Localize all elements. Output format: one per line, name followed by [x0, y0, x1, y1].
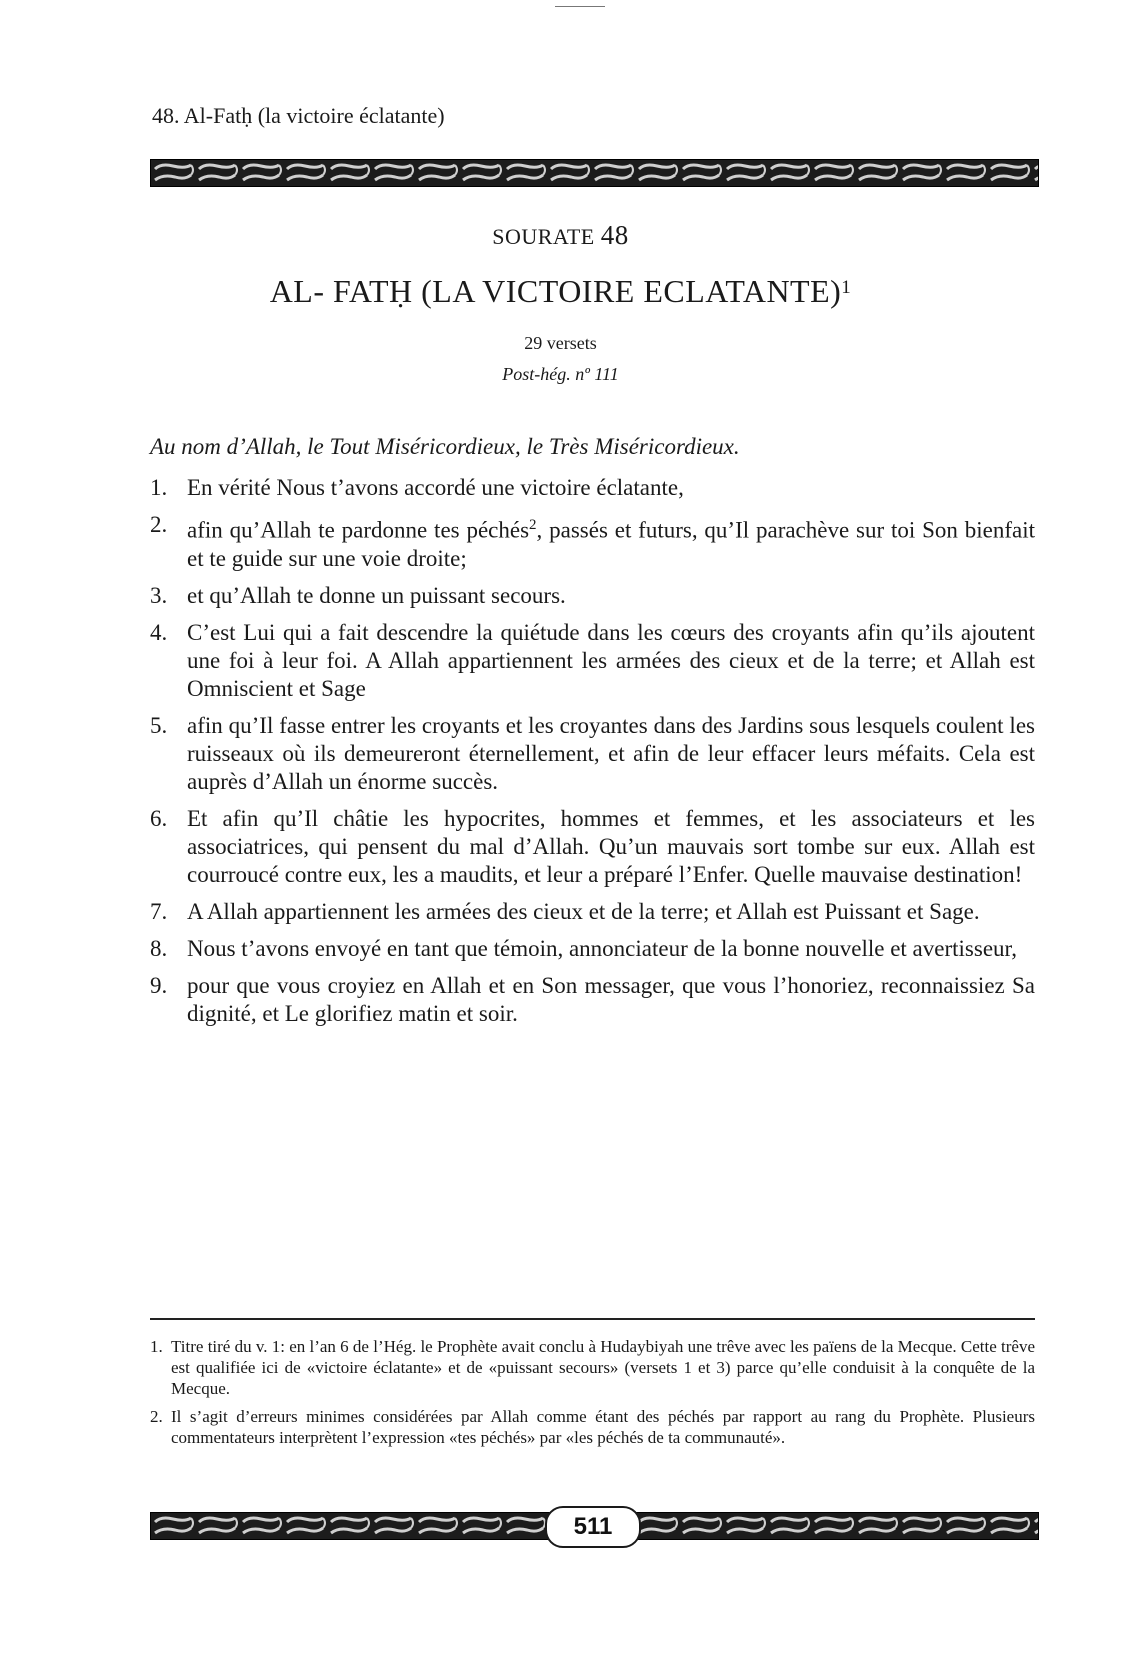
verse-list [150, 474, 1035, 1037]
verse-7 [150, 898, 1035, 926]
basmala: Au nom d’Allah, le Tout Miséricordieux, le Très Miséricordieux. [150, 434, 740, 459]
verse-number: 9. [150, 972, 168, 998]
verse-1 [150, 474, 1035, 502]
verse-footnote-ref: 2 [529, 517, 537, 533]
verse-5 [150, 712, 1035, 796]
verse-number: 3. [150, 582, 168, 608]
footnote-divider [150, 1318, 1035, 1320]
verse-number: 4. [150, 619, 168, 645]
verse-number: 8. [150, 935, 168, 961]
verse-6 [150, 805, 1035, 889]
verse-3 [150, 582, 1035, 610]
chain-pattern-top [151, 160, 1038, 186]
verse-text: Nous t’avons envoyé en tant que témoin, annonciateur de la bonne nouvelle et avertisseur, [187, 935, 1018, 961]
sourate-heading [0, 220, 1121, 251]
footnote-1 [150, 1336, 1035, 1399]
title-footnote-ref: 1 [841, 277, 852, 298]
footnote-text: Il s’agit d’erreurs minimes considérées par Allah comme étant des péchés par rapport au rang du Prophète. Plusieurs commentateurs interprètent l’expression «tes péchés» par «les péchés de ta communauté». [171, 1407, 1035, 1447]
verse-number: 2. [150, 512, 168, 537]
revelation-order: Post-hég. nº 111 [502, 364, 619, 384]
verse-8 [150, 935, 1035, 963]
top-edge-mark [555, 6, 605, 7]
verse-9 [150, 972, 1035, 1028]
verse-number: 5. [150, 712, 168, 738]
footnote-number: 2. [150, 1407, 163, 1426]
page-number: 511 [545, 1506, 641, 1548]
footnote-list [150, 1336, 1035, 1455]
sourate-title [0, 273, 1121, 310]
verse-number: 1. [150, 475, 168, 500]
footnote-number: 1. [150, 1337, 163, 1356]
sourate-title-text: AL- FATḤ (LA VICTOIRE ECLATANTE) [269, 273, 842, 309]
verse-4 [150, 619, 1035, 703]
verse-text: A Allah appartiennent les armées des cieux et de la terre; et Allah est Puissant et Sage. [187, 898, 980, 924]
top-ornamental-band [150, 159, 1039, 187]
verse-text: Et afin qu’Il châtie les hypocrites, hommes et femmes, et les associateurs et les associatrices, qui pensent du mal d’Allah. Qu’un mauvais sort tombe sur eux. Allah est courroucé contre eux, les a maudits, et leur a préparé l’Enfer. Quelle mauvaise destination! [187, 805, 1035, 887]
verse-text: afin qu’Il fasse entrer les croyants et les croyantes dans des Jardins sous lesquels coulent les ruisseaux où ils demeureront éternellement, et afin de leur effacer leurs méfaits. Cela est auprès d’Allah un énorme succès. [187, 712, 1035, 794]
verse-text: C’est Lui qui a fait descendre la quiétude dans les cœurs des croyants afin qu’ils ajoutent une foi à leur foi. A Allah appartiennent les armées des cieux et de la terre; et Allah est Omniscient et Sage [187, 619, 1035, 701]
verse-number: 7. [150, 898, 168, 924]
verse-text [187, 511, 1035, 573]
footnote-2 [150, 1406, 1035, 1448]
verse-text: En vérité Nous t’avons accordé une victoire éclatante, [187, 475, 684, 500]
verse-2 [150, 511, 1035, 573]
verse-count: 29 versets [524, 333, 597, 353]
running-head: 48. Al-Fatḥ (la victoire éclatante) [152, 103, 445, 128]
verse-text-part: afin qu’Allah te pardonne tes péchés [187, 517, 530, 543]
verse-text-part: , passés et futurs, qu’Il parachève sur toi Son bienfait et te guide sur une voie droite; [187, 517, 1035, 571]
verse-text: pour que vous croyiez en Allah et en Son messager, que vous l’honoriez, reconnaissiez Sa dignité, et Le glorifiez matin et soir. [187, 972, 1035, 1026]
footnote-text: Titre tiré du v. 1: en l’an 6 de l’Hég. le Prophète avait conclu à Hudaybiyah une trêve avec les païens de la Mecque. Cette trêve est qualifiée ici de «victoire éclatante» et de «puissant secours» (versets 1 et 3) parce qu’elle conduisit à la conquête de la Mecque. [171, 1337, 1036, 1398]
sourate-label: SOURATE [492, 224, 595, 249]
verse-text: et qu’Allah te donne un puissant secours. [187, 582, 566, 608]
sourate-number: 48 [600, 220, 629, 250]
verse-number: 6. [150, 805, 168, 831]
